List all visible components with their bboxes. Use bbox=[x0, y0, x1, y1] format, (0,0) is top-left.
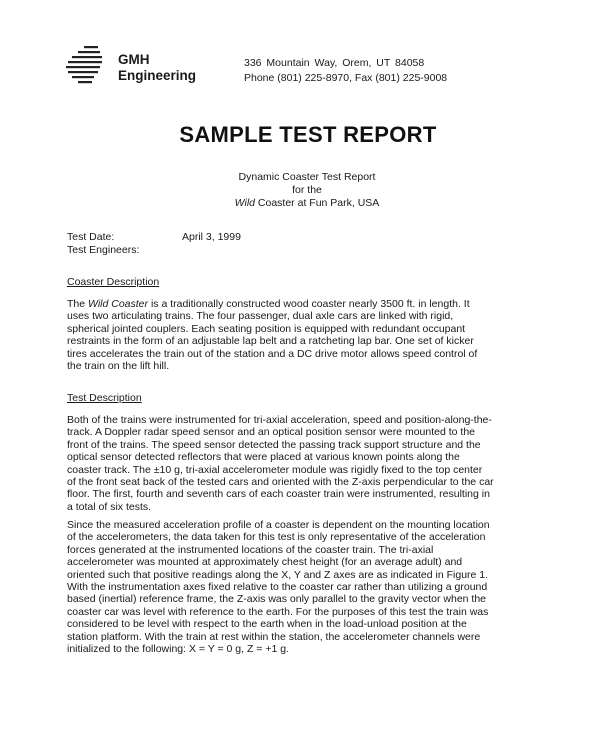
text-run: is a traditionally constructed wood coaster nearly 3500 ft. in length. It bbox=[148, 298, 470, 310]
paragraph-line: restraints in the form of an adjustable lap belt and a ratcheting lap bar. One set of kicker bbox=[67, 335, 474, 348]
paragraph-line: oriented such that positive readings along the X, Y and Z axes are as indicated in Figure 1. bbox=[67, 568, 489, 581]
test-description-paragraph-2 bbox=[67, 519, 529, 655]
report-subtitle bbox=[0, 171, 600, 210]
coaster-description-paragraph bbox=[67, 298, 529, 372]
paragraph-line: With the instrumentation axes fixed relative to the coaster car rather than utilizing a ground bbox=[67, 581, 488, 594]
paragraph-line: optical sensor detected reflectors that were placed at various known points along the bbox=[67, 451, 460, 464]
company-address bbox=[244, 56, 447, 86]
paragraph-line: tires accelerates the train out of the station and a DC drive motor allows speed control of bbox=[67, 347, 478, 360]
test-date-label: Test Date: bbox=[67, 231, 115, 243]
paragraph-line: Since the measured acceleration profile of a coaster is dependent on the mounting location bbox=[67, 519, 490, 531]
address-line: 336 Mountain Way, Orem, UT 84058 bbox=[244, 57, 425, 69]
subtitle-line2: for the bbox=[292, 184, 322, 196]
page-title bbox=[0, 122, 600, 148]
paragraph-line: the train on the lift hill. bbox=[67, 360, 170, 373]
test-date-row bbox=[67, 231, 241, 244]
paragraph-line: spherical jointed couplers. Each seating position is equipped with redundant occupant bbox=[67, 322, 466, 335]
paragraph-line: of the front seat back of the tested cars and oriented with the Z-axis perpendicular to the car bbox=[67, 476, 494, 489]
paragraph-line: a total of six tests. bbox=[67, 500, 152, 513]
paragraph-line bbox=[67, 298, 529, 310]
test-engineers-row bbox=[67, 244, 241, 257]
subtitle-line3 bbox=[0, 197, 600, 210]
paragraph-line: considered to be level with respect to the earth when in the load-unload position at the bbox=[67, 618, 467, 631]
paragraph-line: uses two articulating trains. The four passenger, dual axle cars are linked with rigid, bbox=[67, 310, 454, 323]
company-name-line2: Engineering bbox=[118, 68, 197, 83]
paragraph-line: Both of the trains were instrumented for tri-axial acceleration, speed and position-along-the- bbox=[67, 414, 492, 426]
test-description-paragraph-1 bbox=[67, 414, 529, 513]
paragraph-line: coaster track. The ±10 g, tri-axial accelerometer module was rigidly fixed to the top center bbox=[67, 463, 483, 476]
company-name-line1: GMH bbox=[118, 52, 150, 67]
text-run: The bbox=[67, 298, 89, 310]
paragraph-line: based (inertial) reference frame, the Z-axis was only parallel to the gravity vector when the bbox=[67, 593, 487, 606]
test-engineers-label: Test Engineers: bbox=[67, 244, 140, 256]
paragraph-line: station platform. With the train at rest within the station, the accelerometer channels were bbox=[67, 630, 481, 643]
test-meta bbox=[67, 231, 241, 257]
subtitle-line1: Dynamic Coaster Test Report bbox=[238, 171, 376, 183]
paragraph-line: initialized to the following: X = Y = 0 g, Z = +1 g. bbox=[67, 643, 290, 656]
test-description-heading: Test Description bbox=[67, 392, 142, 404]
test-date-value: April 3, 1999 bbox=[182, 231, 241, 243]
paragraph-line: forces generated at the instrumented locations of the coaster train. The tri-axial bbox=[67, 543, 434, 556]
page-title-text: SAMPLE TEST REPORT bbox=[179, 122, 437, 147]
paragraph-line: of the accelerometers, the data taken for this test is only representative of the acceleration bbox=[67, 531, 486, 544]
paragraph-line: floor. The first, fourth and seventh cars of each coaster train were instrumented, resulting in bbox=[67, 488, 490, 501]
gmh-stripes-logo-icon bbox=[62, 44, 108, 84]
subtitle-line3-rest: Coaster at Fun Park, USA bbox=[255, 197, 380, 209]
paragraph-line: track. A Doppler radar speed sensor and an optical position sensor were mounted to the bbox=[67, 426, 475, 439]
paragraph-line: accelerometer was mounted at approximately chest height (for an average adult) and bbox=[67, 556, 463, 569]
coaster-description-heading: Coaster Description bbox=[67, 276, 160, 288]
paragraph-line: front of the trains. The speed sensor detected the passing track support structure and the bbox=[67, 438, 481, 451]
subtitle-italic: Wild bbox=[234, 197, 255, 209]
company-name bbox=[118, 52, 196, 84]
phone-fax-line: Phone (801) 225-8970, Fax (801) 225-9008 bbox=[244, 72, 448, 84]
paragraph-line: coaster car was level with reference to the earth. For the purposes of this test the train was bbox=[67, 605, 489, 618]
coaster-name-italic: Wild Coaster bbox=[88, 298, 149, 310]
